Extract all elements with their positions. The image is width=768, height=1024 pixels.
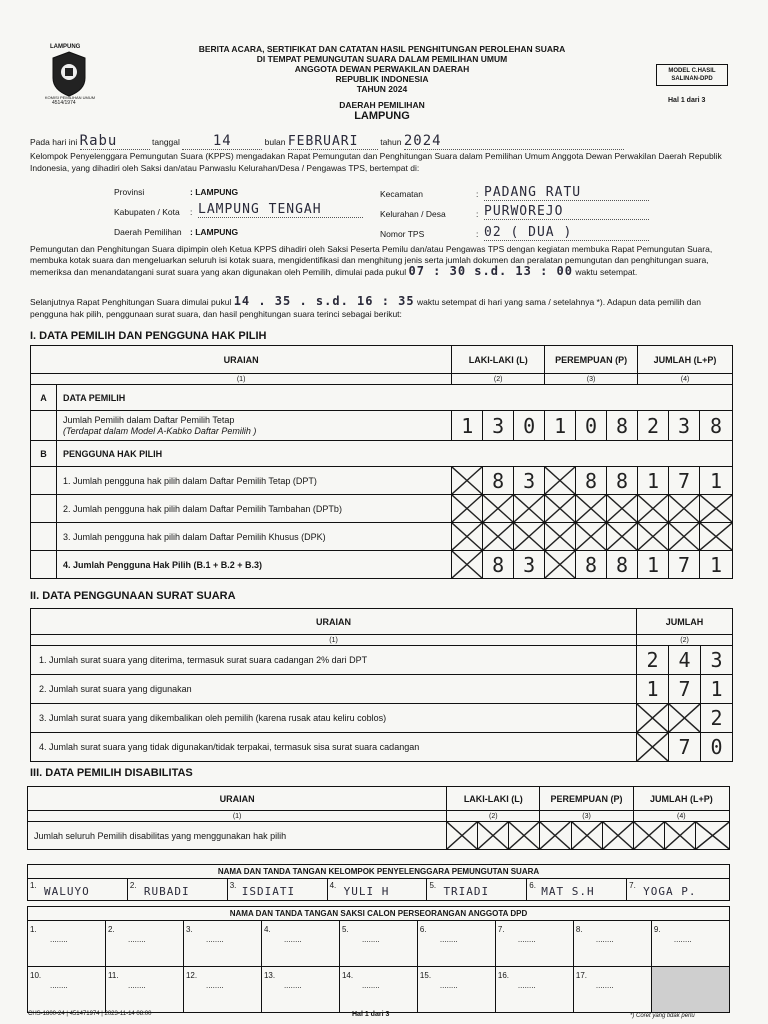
disabilitas-row-label: Jumlah seluruh Pemilih disabilitas yang menggunakan hak pilih <box>28 822 447 850</box>
saksi-signature-cell[interactable] <box>495 921 573 967</box>
logo-code: 4514/1974 <box>52 100 76 106</box>
s2-row <box>31 646 733 675</box>
kelurahan-value: PURWOREJO <box>484 204 649 220</box>
digit-cell <box>514 523 545 551</box>
kelurahan-label: Kelurahan / Desa <box>380 209 446 219</box>
digit-cell <box>576 523 607 551</box>
cross-mark-icon <box>545 495 575 522</box>
intro-paragraph: Kelompok Penyelenggara Pemungutan Suara (KPPS) mengadakan Rapat Pemungutan dan Penghitungan Suara dalam Pemilihan Umum Anggota Dewan Perwakilan Daerah Republik Indonesia, yang dihadiri oleh Saksi dan/atau Panwaslu Kelurahan/Desa / Pengawas TPS, bertempat di: <box>30 151 722 173</box>
footer-note: *) Coret yang tidak perlu <box>630 1013 695 1019</box>
cross-mark-icon <box>483 495 513 522</box>
s2-row-label: 3. Jumlah surat suara yang dikembalikan oleh pemilih (karena rusak atau keliru coblos) <box>31 704 637 733</box>
body-paragraph-2 <box>30 295 740 320</box>
saksi-dots: ........ <box>127 935 146 944</box>
b-row <box>31 551 733 579</box>
body-paragraph-1 <box>30 244 740 278</box>
digit-cell <box>545 551 576 579</box>
col-jumlah: JUMLAH (L+P) <box>633 787 729 811</box>
tanggal-value: 14 <box>182 133 262 150</box>
saksi-signature-cell[interactable] <box>573 967 651 1013</box>
saksi-number: 6. <box>419 925 427 934</box>
s2-row <box>31 675 733 704</box>
title-line: BERITA ACARA, SERTIFIKAT DAN CATATAN HASIL PENGHITUNGAN PEROLEHAN SUARA <box>198 44 566 54</box>
saksi-number: 1. <box>30 925 37 934</box>
dapil-label: Daerah Pemilihan <box>114 227 182 237</box>
saksi-number: 8. <box>575 925 583 934</box>
cross-mark-icon <box>509 822 539 849</box>
crossed-cell <box>447 822 478 850</box>
saksi-number: 2. <box>107 925 115 934</box>
digit-cell: 1 <box>637 675 669 704</box>
saksi-number: 12. <box>185 971 198 980</box>
start-time: 07 : 30 s.d. 13 : 00 <box>408 264 573 278</box>
cross-mark-icon <box>637 733 668 761</box>
kpps-signature-table <box>27 864 730 901</box>
digit-cell <box>638 523 669 551</box>
saksi-signature-cell[interactable] <box>261 967 339 1013</box>
member-number: 7. <box>629 881 636 890</box>
digit-cell: 8 <box>699 411 732 441</box>
digit-cell: 0 <box>514 411 545 441</box>
digit-cell: 8 <box>576 467 607 495</box>
member-number: 5. <box>429 881 437 890</box>
saksi-number: 14. <box>341 971 354 980</box>
col-number: (1) <box>28 811 447 822</box>
cross-mark-icon <box>483 523 513 550</box>
digit-cell: 7 <box>669 733 701 762</box>
crossed-cell <box>478 822 509 850</box>
tps-label: Nomor TPS <box>380 229 425 239</box>
digit-cell <box>668 495 699 523</box>
member-name: WALUYO <box>44 885 90 898</box>
cross-mark-icon <box>700 523 732 550</box>
col-number: (2) <box>452 374 545 385</box>
saksi-dots: ........ <box>127 981 146 990</box>
member-name: YULI H <box>343 885 390 898</box>
col-perempuan: PEREMPUAN (P) <box>545 346 638 374</box>
col-number: (4) <box>633 811 729 822</box>
saksi-signature-cell[interactable] <box>105 967 183 1013</box>
digit-cell <box>483 523 514 551</box>
cross-mark-icon <box>545 523 575 550</box>
cross-mark-icon <box>638 523 668 550</box>
col-number: (1) <box>31 635 637 646</box>
member-name: RUBADI <box>143 885 190 898</box>
col-number: (3) <box>540 811 633 822</box>
kecamatan-label: Kecamatan <box>380 189 423 199</box>
cross-mark-icon <box>637 704 668 732</box>
s2-row <box>31 733 733 762</box>
member-number: 6. <box>529 881 536 890</box>
kpps-member <box>28 879 128 901</box>
para2-start: Selanjutnya Rapat Penghitungan Suara dimulai pukul <box>30 297 232 307</box>
digit-cell: 1 <box>638 467 669 495</box>
para1-text: Pemungutan dan Penghitungan Suara dipimpin oleh Ketua KPPS dihadiri oleh Saksi Peserta Pemilu dan/atau Pengawas TPS dengan kegiatan membuka Rapat Pemungutan Suara, membuka kotak suara dan mengeluarkan seluruh isi kotak suara, mengidentifikasi dan menghitung jenis serta jumlah dokumen dan peralatan pemungutan dan penghitungan suara, memeriksa dan menandatangani surat suara yang akan digunakan oleh Pemilih, dimulai pada pukul <box>30 244 713 277</box>
saksi-number: 9. <box>653 925 661 934</box>
s2-row-label: 4. Jumlah surat suara yang tidak digunakan/tidak terpakai, termasuk sisa surat suara cadangan <box>31 733 637 762</box>
title-line: TAHUN 2024 <box>356 84 408 94</box>
member-number: 1. <box>30 881 37 890</box>
digit-cell: 0 <box>701 733 733 762</box>
cross-mark-icon <box>576 495 606 522</box>
saksi-signature-cell[interactable] <box>495 967 573 1013</box>
digit-cell: 8 <box>607 467 638 495</box>
digit-cell <box>452 467 483 495</box>
s2-row-label: 1. Jumlah surat suara yang diterima, termasuk surat suara cadangan 2% dari DPT <box>31 646 637 675</box>
row-letter-b: B <box>31 441 57 467</box>
bulan-label: bulan <box>264 137 286 147</box>
digit-cell <box>452 495 483 523</box>
member-name: TRIADI <box>443 885 490 898</box>
tps-value: 02 ( DUA ) <box>484 225 649 241</box>
digit-cell <box>607 495 638 523</box>
section3-title: III. DATA PEMILIH DISABILITAS <box>30 767 193 779</box>
b-row-label: 1. Jumlah pengguna hak pilih dalam Daftar Pemilih Tetap (DPT) <box>56 467 451 495</box>
cross-mark-icon <box>669 495 699 522</box>
cross-mark-icon <box>603 822 633 849</box>
region-name: LAMPUNG <box>354 110 410 122</box>
digit-cell: 3 <box>668 411 699 441</box>
logo-top-text: LAMPUNG <box>50 44 81 50</box>
section1-title: I. DATA PEMILIH DAN PENGGUNA HAK PILIH <box>30 330 267 342</box>
saksi-signature-cell[interactable] <box>183 967 261 1013</box>
cross-mark-icon <box>638 495 668 522</box>
a-row-line2: (Terdapat dalam Model A-Kabko Daftar Pemilih ) <box>62 425 257 436</box>
cross-mark-icon <box>447 822 477 849</box>
saksi-dots: ........ <box>517 981 536 990</box>
col-number: (2) <box>637 635 733 646</box>
a-row-label <box>56 411 451 441</box>
crossed-cell <box>509 822 540 850</box>
kpps-member <box>627 879 730 901</box>
kpps-member <box>427 879 527 901</box>
location-block: Provinsi : LAMPUNG Kabupaten / Kota : LAMPUNG TENGAH Daerah Pemilihan : LAMPUNG Kecamatan : PADANG RATU Kelurahan / Desa : PURWOREJO Nomor TPS : 02 ( DUA ) <box>114 185 734 245</box>
digit-cell: 8 <box>607 411 638 441</box>
bulan-value: FEBRUARI <box>288 134 378 150</box>
cross-mark-icon <box>545 467 575 494</box>
provinsi-value: : LAMPUNG <box>190 187 239 197</box>
provinsi-label: Provinsi <box>114 187 145 197</box>
digit-cell: 4 <box>669 646 701 675</box>
saksi-number: 17. <box>575 971 588 980</box>
document-title <box>150 44 614 123</box>
digit-cell <box>668 523 699 551</box>
digit-cell <box>699 523 732 551</box>
s2-row <box>31 704 733 733</box>
saksi-number: 4. <box>263 925 271 934</box>
saksi-dots: ........ <box>283 935 302 944</box>
saksi-dots: ........ <box>673 935 692 944</box>
tahun-value: 2024 <box>404 133 624 150</box>
digit-cell: 7 <box>669 675 701 704</box>
row-letter-a: A <box>31 385 57 411</box>
saksi-signature-cell[interactable] <box>339 967 417 1013</box>
title-line: DI TEMPAT PEMUNGUTAN SUARA DALAM PEMILIHAN UMUM <box>256 54 508 64</box>
cross-mark-icon <box>452 467 482 494</box>
col-uraian: URAIAN <box>31 609 637 635</box>
crossed-cell <box>602 822 633 850</box>
digit-cell: 3 <box>514 467 545 495</box>
b-row <box>31 467 733 495</box>
digit-cell <box>545 495 576 523</box>
b-row-label: 4. Jumlah Pengguna Hak Pilih (B.1 + B.2 + B.3) <box>56 551 451 579</box>
member-name: ISDIATI <box>241 885 296 898</box>
member-number: 4. <box>329 881 337 890</box>
saksi-number: 7. <box>497 925 505 934</box>
logo-bottom-text: KOMISI PEMILIHAN UMUM <box>44 95 96 100</box>
digit-cell <box>638 495 669 523</box>
cross-mark-icon <box>452 551 482 578</box>
digit-cell: 8 <box>607 551 638 579</box>
digit-cell <box>545 523 576 551</box>
digit-cell: 1 <box>638 551 669 579</box>
saksi-signature-cell[interactable] <box>261 921 339 967</box>
col-uraian: URAIAN <box>28 787 447 811</box>
digit-cell: 2 <box>637 646 669 675</box>
a-row-line1: Jumlah Pemilih dalam Daftar Pemilih Tetap <box>62 414 235 425</box>
kpps-title: NAMA DAN TANDA TANGAN KELOMPOK PENYELENGGARA PEMUNGUTAN SUARA <box>28 865 730 879</box>
cross-mark-icon <box>634 822 664 849</box>
footer-page: Hal 1 dari 3 <box>352 1011 390 1018</box>
title-line: ANGGOTA DEWAN PERWAKILAN DAERAH <box>294 64 470 74</box>
digit-cell: 2 <box>701 704 733 733</box>
saksi-signature-cell[interactable] <box>28 967 106 1013</box>
digit-cell: 1 <box>452 411 483 441</box>
digit-cell: 1 <box>699 551 732 579</box>
b-row-label: 3. Jumlah pengguna hak pilih dalam Daftar Pemilih Khusus (DPK) <box>56 523 451 551</box>
hari-value: Rabu <box>80 133 150 150</box>
member-number: 3. <box>229 881 237 890</box>
kpps-member <box>127 879 227 901</box>
s2-row-label: 2. Jumlah surat suara yang digunakan <box>31 675 637 704</box>
saksi-dots: ........ <box>517 935 536 944</box>
saksi-dots: ........ <box>595 935 614 944</box>
col-number: (3) <box>545 374 638 385</box>
col-uraian: URAIAN <box>31 346 452 374</box>
member-name: MAT S.H <box>541 885 595 898</box>
col-perempuan: PEREMPUAN (P) <box>540 787 633 811</box>
section2-table <box>30 608 733 762</box>
saksi-number: 10. <box>30 971 42 980</box>
saksi-dots: ........ <box>205 981 224 990</box>
saksi-signature-cell[interactable] <box>105 921 183 967</box>
digit-cell: 1 <box>701 675 733 704</box>
cross-mark-icon <box>669 704 700 732</box>
cross-mark-icon <box>665 822 695 849</box>
digit-cell <box>699 495 732 523</box>
digit-cell: 7 <box>668 551 699 579</box>
digit-cell: 8 <box>576 551 607 579</box>
crossed-cell <box>571 822 602 850</box>
saksi-signature-cell[interactable] <box>28 921 106 967</box>
digit-cell: 1 <box>545 411 576 441</box>
digit-cell: 8 <box>483 467 514 495</box>
dapil-value: : LAMPUNG <box>190 227 239 237</box>
digit-cell: 3 <box>701 646 733 675</box>
cross-mark-icon <box>452 495 482 522</box>
saksi-signature-cell[interactable] <box>417 967 495 1013</box>
cross-mark-icon <box>572 822 602 849</box>
footer-code: CHS-1800-24 | 451471974 | 2023-11-14 08:00 <box>28 1011 152 1017</box>
para2-end: waktu setempat di hari yang sama / setelahnya *). Adapun data pemilih dan pengguna hak pilih, penggunaan surat suara, dan hasil penghitungan suara terinci sebagai berikut: <box>30 297 701 319</box>
saksi-dots: ........ <box>361 981 380 990</box>
cross-mark-icon <box>540 822 570 849</box>
digit-cell <box>607 523 638 551</box>
pada-hari-ini-label: Pada hari ini <box>30 137 78 147</box>
saksi-number: 16. <box>497 971 510 980</box>
saksi-number: 5. <box>341 925 349 934</box>
saksi-dots: ........ <box>595 981 614 990</box>
page-indicator: Hal 1 dari 3 <box>668 97 706 104</box>
saksi-title: NAMA DAN TANDA TANGAN SAKSI CALON PERSEORANGAN ANGGOTA DPD <box>28 907 730 921</box>
kpps-member <box>527 879 627 901</box>
title-line: REPUBLIK INDONESIA <box>335 74 429 84</box>
digit-cell <box>514 495 545 523</box>
saksi-dots: ........ <box>50 935 68 944</box>
digit-cell: 3 <box>514 551 545 579</box>
cross-mark-icon <box>478 822 508 849</box>
cross-mark-icon <box>607 495 637 522</box>
para1-end: waktu setempat. <box>575 267 638 277</box>
col-jumlah: JUMLAH (L+P) <box>638 346 733 374</box>
digit-cell: 7 <box>668 467 699 495</box>
section-b-title: PENGGUNA HAK PILIH <box>56 441 732 467</box>
digit-cell <box>669 704 701 733</box>
crossed-cell <box>540 822 571 850</box>
saksi-signature-cell[interactable] <box>651 921 729 967</box>
section2-title: II. DATA PENGGUNAAN SURAT SUARA <box>30 590 236 602</box>
saksi-dots: ........ <box>439 981 458 990</box>
region-label: DAERAH PEMILIHAN <box>339 100 425 110</box>
saksi-number: 11. <box>107 971 119 980</box>
crossed-cell <box>695 822 729 850</box>
saksi-dots: ........ <box>439 935 458 944</box>
member-name: YOGA P. <box>643 885 697 898</box>
section-a-title: DATA PEMILIH <box>56 385 732 411</box>
digit-cell <box>637 733 669 762</box>
digit-cell <box>452 523 483 551</box>
digit-cell <box>452 551 483 579</box>
saksi-signature-cell[interactable] <box>339 921 417 967</box>
saksi-dots: ........ <box>205 935 224 944</box>
saksi-number: 3. <box>185 925 193 934</box>
saksi-dots: ........ <box>361 935 380 944</box>
saksi-number: 15. <box>419 971 432 980</box>
cross-mark-icon <box>514 495 544 522</box>
kecamatan-value: PADANG RATU <box>484 185 649 201</box>
cross-mark-icon <box>514 523 544 550</box>
saksi-signature-table <box>27 906 730 1013</box>
cross-mark-icon <box>576 523 606 550</box>
digit-cell: 3 <box>483 411 514 441</box>
kpps-member <box>327 879 427 901</box>
cross-mark-icon <box>700 495 732 522</box>
col-jumlah: JUMLAH <box>637 609 733 635</box>
crossed-cell <box>633 822 664 850</box>
cross-mark-icon <box>669 523 699 550</box>
member-number: 2. <box>129 881 137 890</box>
saksi-signature-cell[interactable] <box>183 921 261 967</box>
model-code-box: MODEL C.HASIL SALINAN-DPD <box>656 64 728 86</box>
kpps-member <box>227 879 327 901</box>
cross-mark-icon <box>696 822 729 849</box>
digit-cell <box>576 495 607 523</box>
b-row <box>31 495 733 523</box>
cross-mark-icon <box>452 523 482 550</box>
kabupaten-value: LAMPUNG TENGAH <box>198 202 363 218</box>
digit-cell <box>545 467 576 495</box>
saksi-dots: ........ <box>50 981 68 990</box>
col-number: (2) <box>447 811 540 822</box>
section3-table <box>27 786 730 850</box>
crossed-cell <box>664 822 695 850</box>
tanggal-label: tanggal <box>152 137 180 147</box>
saksi-dots: ........ <box>283 981 302 990</box>
intro-date-line <box>30 133 740 150</box>
kabupaten-label: Kabupaten / Kota <box>114 207 180 217</box>
cross-mark-icon <box>545 551 575 578</box>
tahun-label: tahun <box>380 137 402 147</box>
section1-table <box>30 345 733 579</box>
count-time: 14 . 35 . s.d. 16 : 35 <box>233 294 415 308</box>
col-laki-laki: LAKI-LAKI (L) <box>447 787 540 811</box>
b-row-label: 2. Jumlah pengguna hak pilih dalam Daftar Pemilih Tambahan (DPTb) <box>56 495 451 523</box>
digit-cell <box>637 704 669 733</box>
digit-cell <box>483 495 514 523</box>
saksi-signature-cell[interactable] <box>417 921 495 967</box>
col-number: (4) <box>638 374 733 385</box>
digit-cell: 2 <box>638 411 669 441</box>
col-number: (1) <box>31 374 452 385</box>
digit-cell: 1 <box>699 467 732 495</box>
col-laki-laki: LAKI-LAKI (L) <box>452 346 545 374</box>
digit-cell: 8 <box>483 551 514 579</box>
saksi-signature-cell[interactable] <box>651 967 729 1013</box>
saksi-number: 13. <box>263 971 276 980</box>
saksi-signature-cell[interactable] <box>573 921 651 967</box>
b-row <box>31 523 733 551</box>
cross-mark-icon <box>607 523 637 550</box>
digit-cell: 0 <box>576 411 607 441</box>
